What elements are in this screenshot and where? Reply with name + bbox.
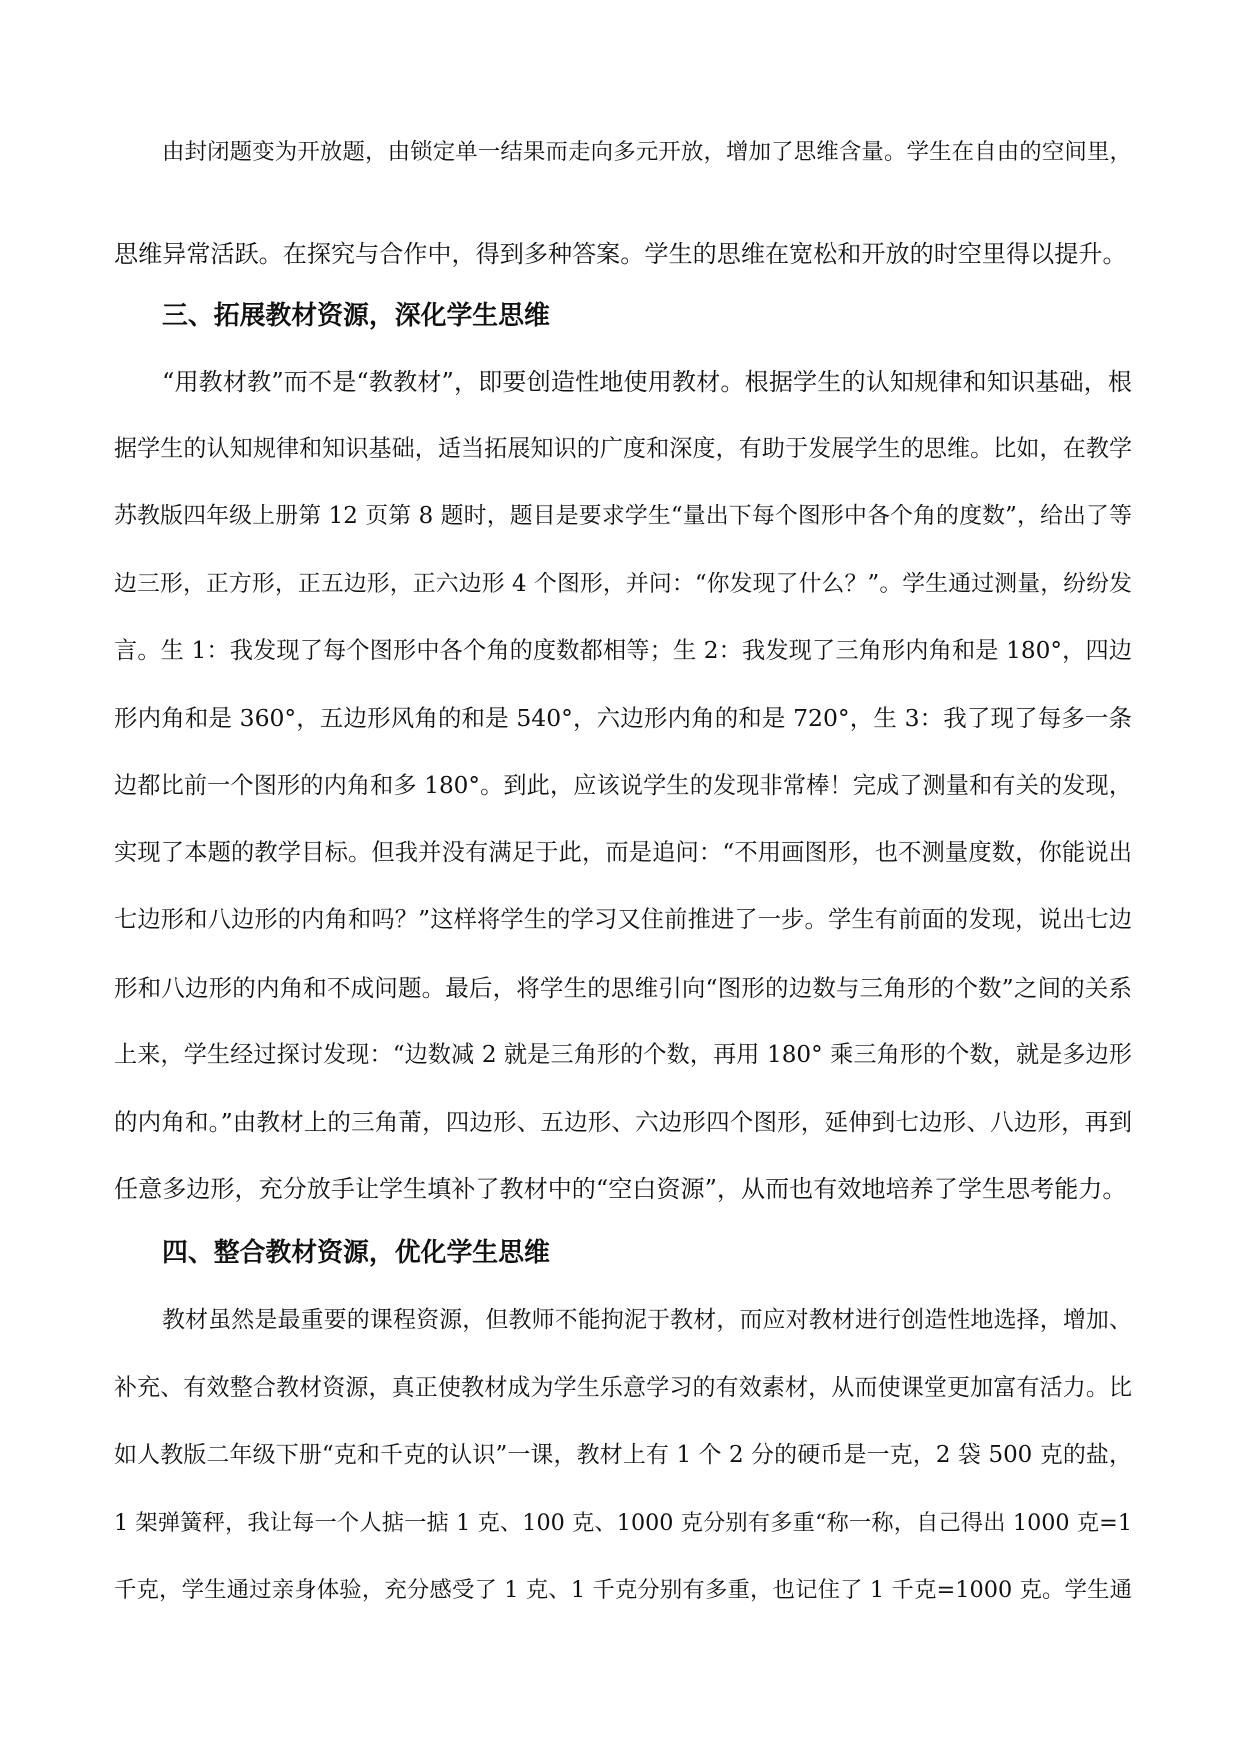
section-3-line-10: 形和八边形的内角和不成问题。最后，将学生的思维引向“图形的边数与三角形的个数”之间的关系: [114, 974, 1132, 1002]
section-4-line-4: 1 架弹簧秤，我让每一个人掂一掂 1 克、100 克、1000 克分别有多重“称一称，自己得出 1000 克=1: [114, 1510, 1132, 1536]
section-3-line-7: 边都比前一个图形的内角和多 180°。到此，应该说学生的发现非常棒！完成了测量和有关的发现，: [114, 773, 1132, 799]
section-3-line-9: 七边形和八边形的内角和吗？”这样将学生的学习又住前推进了一步。学生有前面的发现，说出七边: [114, 906, 1132, 933]
section-3-line-13: 任意多边形，充分放手让学生填补了教材中的“空白资源”，从而也有效地培养了学生思考能力。: [114, 1175, 1127, 1203]
section-4-line-1: 教材虽然是最重要的课程资源，但教师不能拘泥于教材，而应对教材进行创造性地选择，增加、: [162, 1307, 1132, 1333]
section-3-line-11: 上来，学生经过探讨发现：“边数减 2 就是三角形的个数，再用 180° 乘三角形的个数，就是多边形: [114, 1042, 1132, 1068]
section-3-line-6: 形内角和是 360°，五边形风角的和是 540°，六边形内角的和是 720°，生 3：我了现了每多一条: [114, 704, 1132, 732]
paragraph-1-line-2: 思维异常活跃。在探究与合作中，得到多种答案。学生的思维在宽松和开放的时空里得以提升。: [114, 240, 1127, 268]
section-3-line-4: 边三形，正方形，正五边形，正六边形 4 个图形，并问：“你发现了什么？”。学生通过测量，纷纷发: [114, 571, 1132, 597]
section-3-line-12: 的内角和。”由教材上的三角莆，四边形、五边形、六边形四个图形，延伸到七边形、八边形，再到: [114, 1108, 1132, 1136]
section-3-line-2: 据学生的认知规律和知识基础，适当拓展知识的广度和深度，有助于发展学生的思维。比如，在教学: [114, 436, 1132, 462]
section-4-line-2: 补充、有效整合教材资源，真正使教材成为学生乐意学习的有效素材，从而使课堂更加富有活力。比: [114, 1375, 1132, 1401]
section-3-line-5: 言。生 1：我发现了每个图形中各个角的度数都相等；生 2：我发现了三角形内角和是 180°，四边: [114, 637, 1132, 664]
section-4-line-5: 千克，学生通过亲身体验，充分感受了 1 克、1 千克分别有多重，也记住了 1 千克=1000 克。学生通: [114, 1577, 1132, 1603]
paragraph-1-line-1: 由封闭题变为开放题，由锁定单一结果而走向多元开放，增加了思维含量。学生在自由的空间里，: [162, 139, 1132, 165]
section-3-heading: 三、拓展教材资源，深化学生思维: [162, 301, 550, 331]
section-4-line-3: 如人教版二年级下册“克和千克的认识”一课，教材上有 1 个 2 分的硬币是一克，2 袋 500 克的盐，: [114, 1442, 1132, 1468]
section-3-line-3: 苏教版四年级上册第 12 页第 8 题时，题目是要求学生“量出下每个图形中各个角的度数”，给出了等: [114, 503, 1132, 529]
section-4-heading: 四、整合教材资源，优化学生思维: [162, 1238, 550, 1268]
section-3-line-1: “用教材教”而不是“教教材”，即要创造性地使用教材。根据学生的认知规律和知识基础，根: [162, 368, 1132, 396]
section-3-line-8: 实现了本题的教学目标。但我并没有满足于此，而是追问：“不用画图形，也不测量度数，你能说出: [114, 839, 1132, 866]
